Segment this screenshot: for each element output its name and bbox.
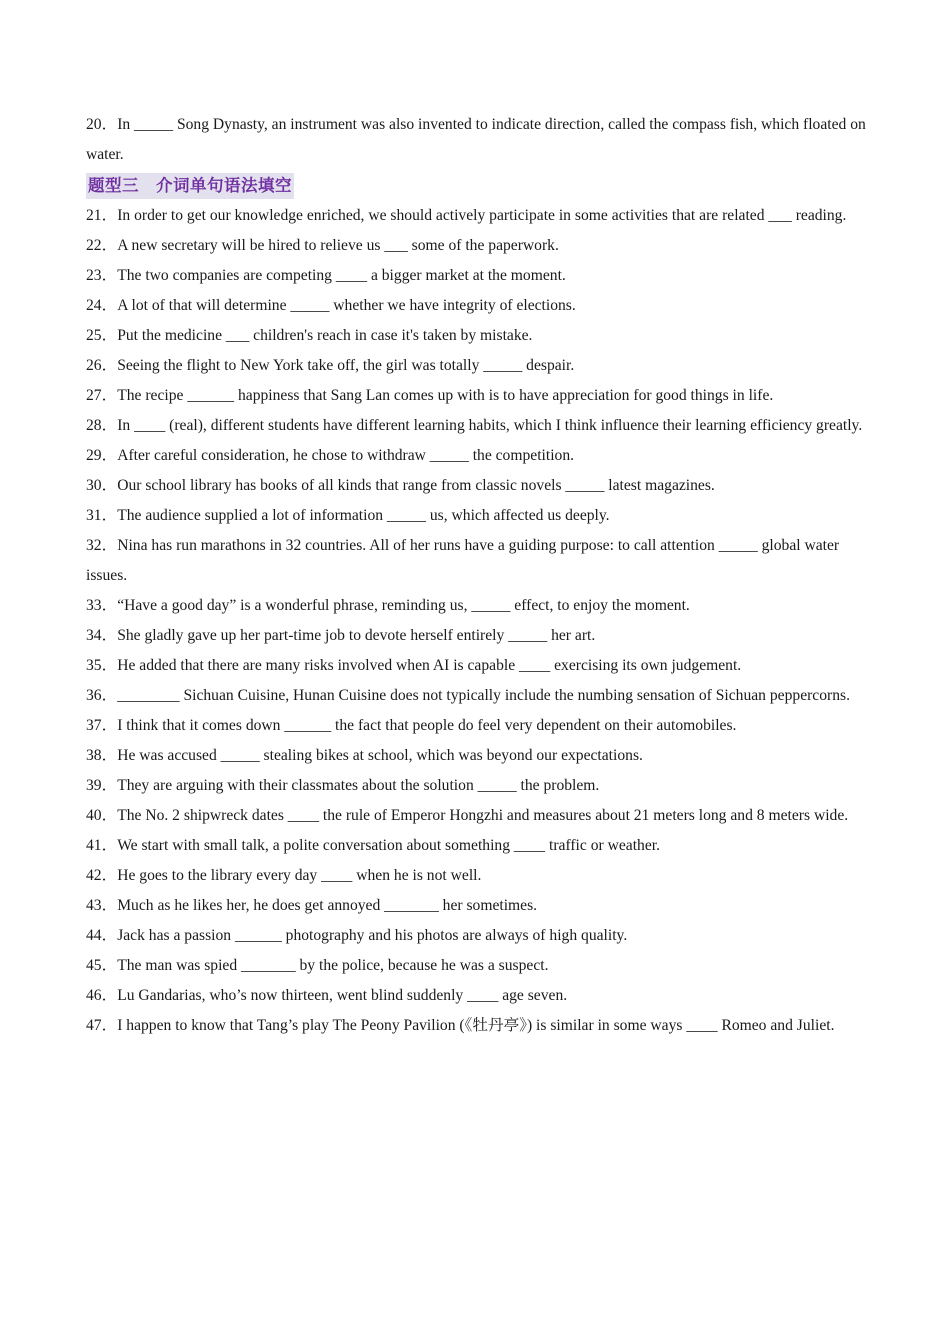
question-32: 32．Nina has run marathons in 32 countries. All of her runs have a guiding purpose: to call attention _____ global water issues.: [86, 537, 840, 584]
question-43: 43．Much as he likes her, he does get annoyed _______ her sometimes.: [86, 897, 538, 914]
question-23: 23．The two companies are competing ____ a bigger market at the moment.: [86, 267, 566, 284]
question-25: 25．Put the medicine ___ children's reach in case it's taken by mistake.: [86, 327, 533, 344]
question-37: 37．I think that it comes down ______ the fact that people do feel very dependent on their automobiles.: [86, 717, 737, 734]
question-40: 40．The No. 2 shipwreck dates ____ the rule of Emperor Hongzhi and measures about 21 meters long and 8 meters wide.: [86, 807, 849, 824]
question-20: 20．In _____ Song Dynasty, an instrument was also invented to indicate direction, called the compass fish, which floated on water.: [86, 116, 866, 163]
question-21: 21．In order to get our knowledge enriched, we should actively participate in some activities that are related ___ reading.: [86, 207, 847, 224]
question-46: 46．Lu Gandarias, who’s now thirteen, went blind suddenly ____ age seven.: [86, 987, 568, 1004]
section-header-row: [86, 170, 868, 201]
question-26: 26．Seeing the flight to New York take off, the girl was totally _____ despair.: [86, 357, 575, 374]
question-24: 24．A lot of that will determine _____ whether we have integrity of elections.: [86, 297, 576, 314]
question-41: 41．We start with small talk, a polite conversation about something ____ traffic or weather.: [86, 837, 660, 854]
question-45: 45．The man was spied _______ by the police, because he was a suspect.: [86, 957, 549, 974]
question-35: 35．He added that there are many risks involved when AI is capable ____ exercising its own judgement.: [86, 657, 742, 674]
question-27: 27．The recipe ______ happiness that Sang Lan comes up with is to have appreciation for good things in life.: [86, 387, 774, 404]
question-33: 33．“Have a good day” is a wonderful phrase, reminding us, _____ effect, to enjoy the moment.: [86, 597, 690, 614]
section-title: 题型三 介词单句语法填空: [86, 173, 294, 199]
question-36: 36．________ Sichuan Cuisine, Hunan Cuisine does not typically include the numbing sensation of Sichuan peppercorns.: [86, 687, 850, 704]
question-38: 38．He was accused _____ stealing bikes at school, which was beyond our expectations.: [86, 747, 643, 764]
question-22: 22．A new secretary will be hired to relieve us ___ some of the paperwork.: [86, 237, 559, 254]
question-39: 39．They are arguing with their classmates about the solution _____ the problem.: [86, 777, 600, 794]
question-29: 29．After careful consideration, he chose to withdraw _____ the competition.: [86, 447, 575, 464]
question-28: 28．In ____ (real), different students have different learning habits, which I think influence their learning efficiency greatly.: [86, 417, 863, 434]
worksheet-page: [86, 110, 868, 1041]
question-30: 30．Our school library has books of all kinds that range from classic novels _____ latest magazines.: [86, 477, 715, 494]
question-31: 31．The audience supplied a lot of information _____ us, which affected us deeply.: [86, 507, 610, 524]
question-47: 47．I happen to know that Tang’s play The Peony Pavilion (《牡丹亭》) is similar in some ways ____ Romeo and Juliet.: [86, 1017, 835, 1034]
question-44: 44．Jack has a passion ______ photography and his photos are always of high quality.: [86, 927, 628, 944]
question-34: 34．She gladly gave up her part-time job to devote herself entirely _____ her art.: [86, 627, 596, 644]
question-42: 42．He goes to the library every day ____ when he is not well.: [86, 867, 482, 884]
